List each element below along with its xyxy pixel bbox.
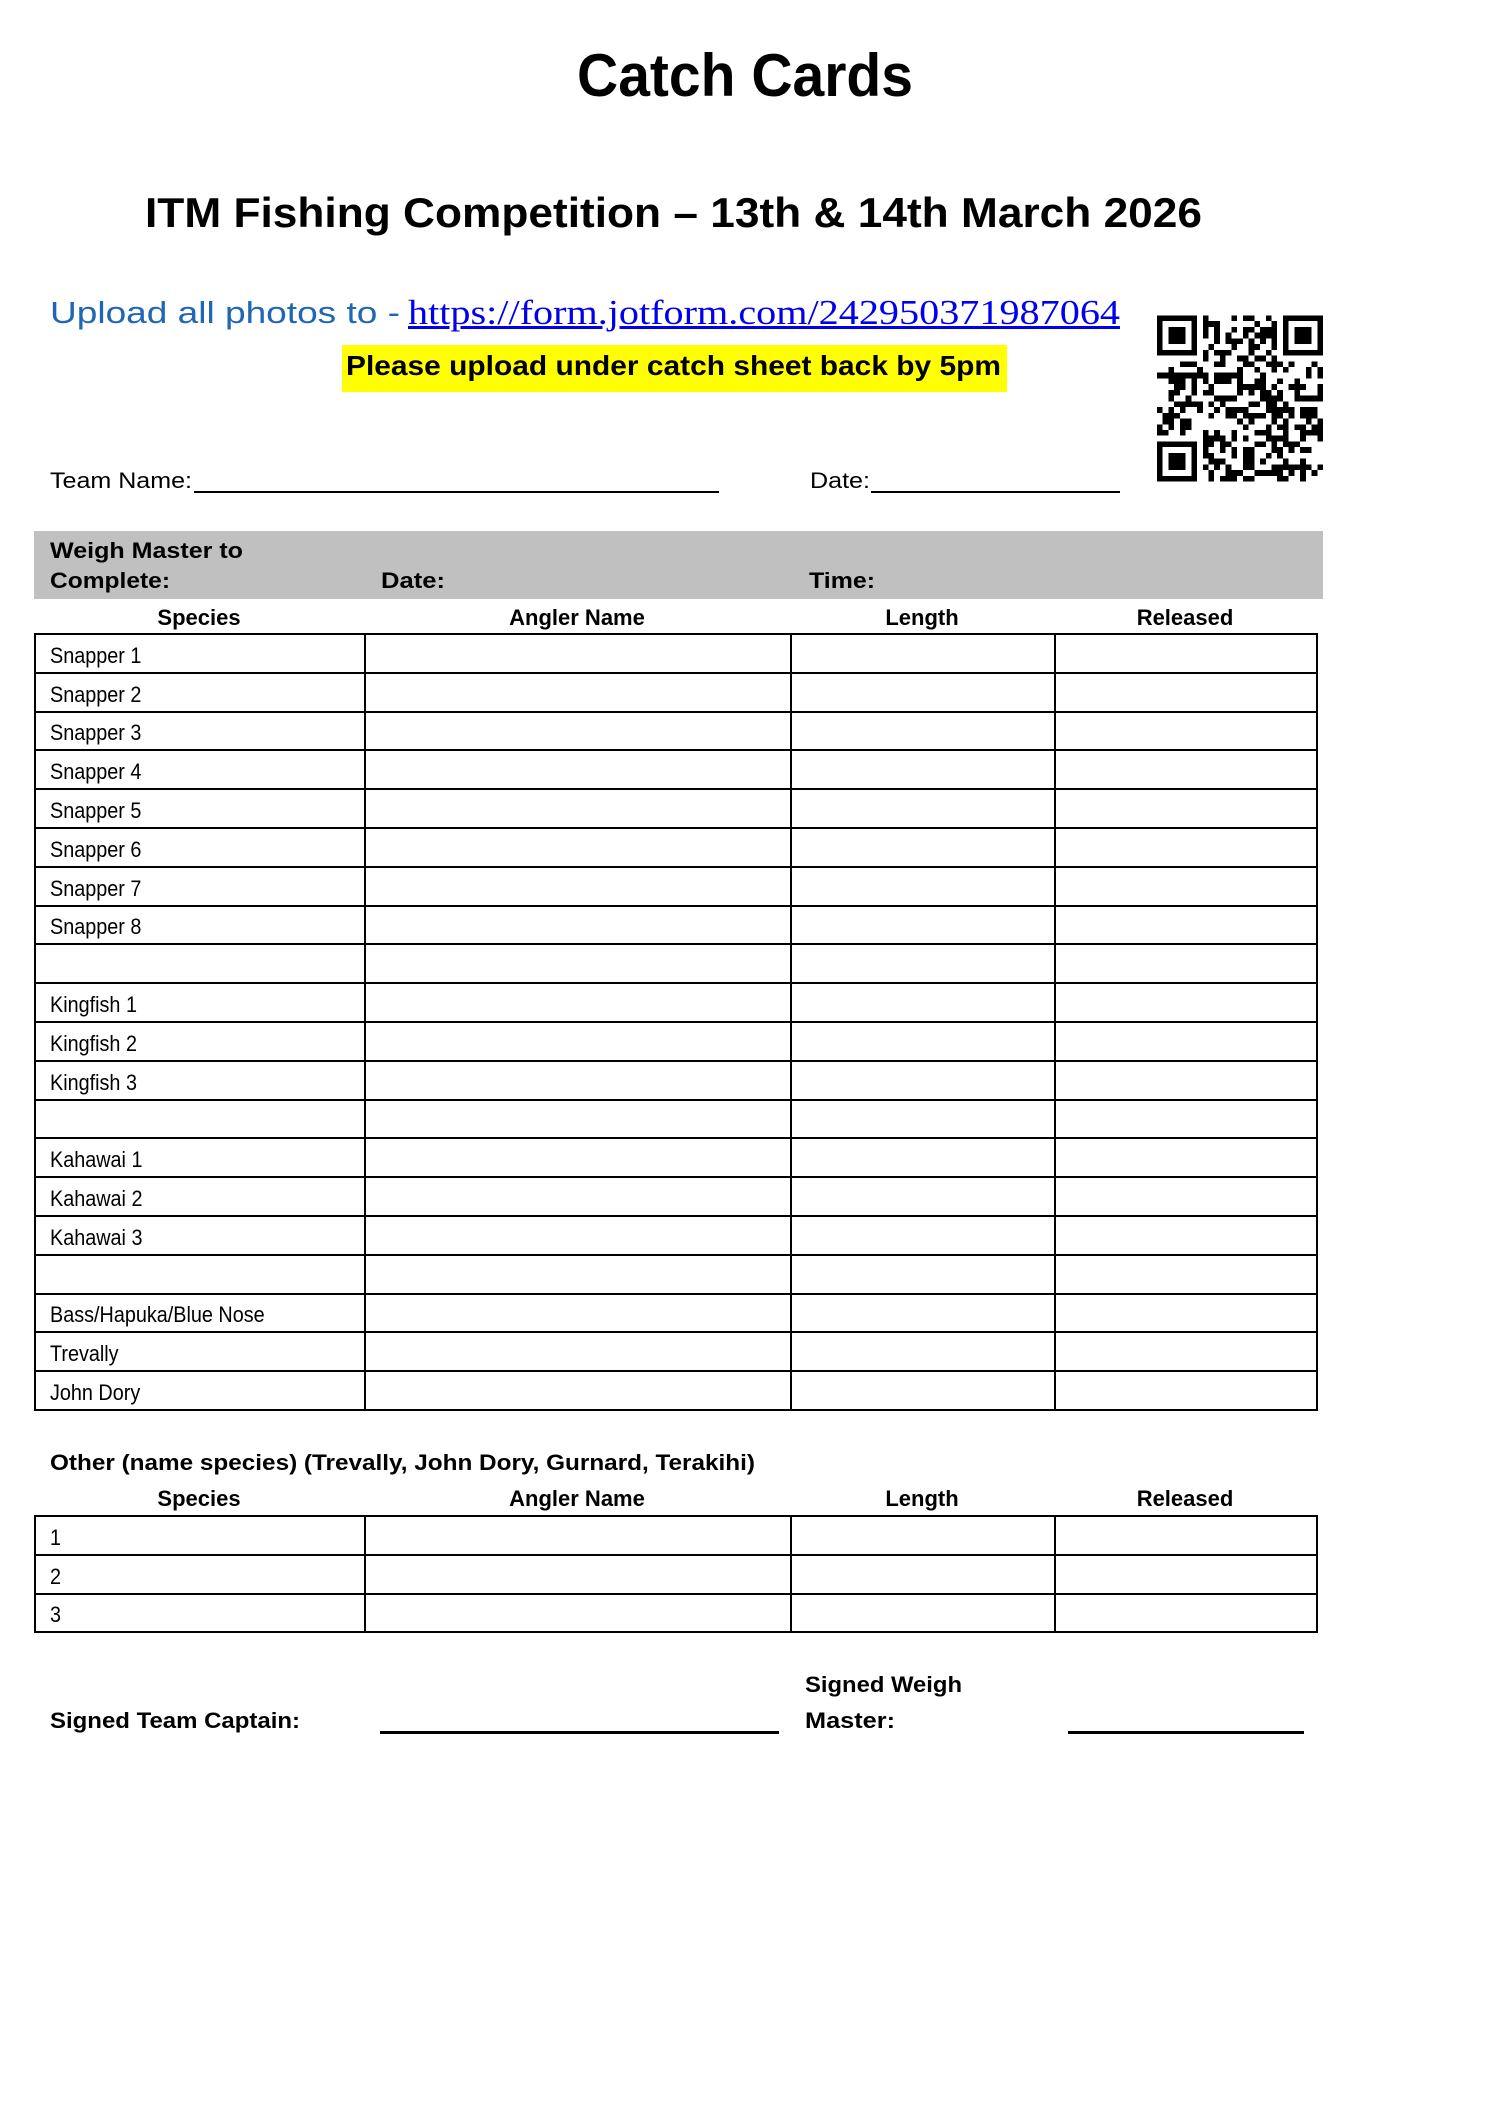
qr-code-icon[interactable] <box>1157 315 1323 482</box>
released-cell[interactable] <box>1055 944 1317 983</box>
released-cell[interactable] <box>1055 1255 1317 1294</box>
other-table-row <box>35 1594 1317 1633</box>
species-cell <box>35 673 365 712</box>
length-cell[interactable] <box>791 1177 1055 1216</box>
date-field[interactable] <box>871 491 1120 493</box>
weigh-master-time-label: Time: <box>809 568 875 593</box>
species-cell-text: 2 <box>50 1563 62 1589</box>
catch-table-row <box>35 673 1317 712</box>
species-cell <box>35 1216 365 1255</box>
species-cell <box>35 1371 365 1410</box>
catch-table-row <box>35 1022 1317 1061</box>
angler-name-cell[interactable] <box>365 789 791 828</box>
other-species-table <box>34 1515 1318 1633</box>
catch-table-row <box>35 1177 1317 1216</box>
released-cell[interactable] <box>1055 1594 1317 1633</box>
released-cell[interactable] <box>1055 789 1317 828</box>
species-cell <box>35 983 365 1022</box>
species-cell <box>35 828 365 867</box>
species-cell <box>35 1255 365 1294</box>
angler-name-cell[interactable] <box>365 1138 791 1177</box>
species-cell-text: Snapper 4 <box>50 759 142 785</box>
weigh-master-date-label: Date: <box>381 568 445 593</box>
column-header-species: Species <box>157 605 241 630</box>
angler-name-cell[interactable] <box>365 1216 791 1255</box>
species-cell <box>35 1177 365 1216</box>
catch-table-row <box>35 634 1317 673</box>
catch-table-row <box>35 1138 1317 1177</box>
released-cell[interactable] <box>1055 750 1317 789</box>
catch-table-row <box>35 1061 1317 1100</box>
species-cell-text: Snapper 5 <box>50 797 142 823</box>
released-cell[interactable] <box>1055 906 1317 945</box>
team-name-field[interactable] <box>194 491 719 493</box>
angler-name-cell[interactable] <box>365 983 791 1022</box>
species-cell <box>35 1516 365 1555</box>
species-cell-text: Kingfish 1 <box>50 991 137 1017</box>
catch-table-row <box>35 1216 1317 1255</box>
angler-name-cell[interactable] <box>365 867 791 906</box>
catch-table-row <box>35 828 1317 867</box>
page-title: Catch Cards <box>577 42 913 109</box>
catch-table-row <box>35 1294 1317 1333</box>
length-cell[interactable] <box>791 1371 1055 1410</box>
length-cell[interactable] <box>791 1294 1055 1333</box>
length-cell[interactable] <box>791 750 1055 789</box>
weigh-master-signature-label-line1: Signed Weigh <box>805 1672 962 1697</box>
other-column-header-species: Species <box>157 1486 241 1511</box>
length-cell[interactable] <box>791 673 1055 712</box>
released-cell[interactable] <box>1055 867 1317 906</box>
length-cell[interactable] <box>791 1555 1055 1594</box>
weigh-master-signature-field[interactable] <box>1068 1731 1304 1734</box>
angler-name-cell[interactable] <box>365 1516 791 1555</box>
species-cell-text: John Dory <box>50 1379 141 1405</box>
catch-table-row <box>35 1100 1317 1139</box>
angler-name-cell[interactable] <box>365 1255 791 1294</box>
species-cell <box>35 1594 365 1633</box>
species-cell-text: Snapper 7 <box>50 875 142 901</box>
released-cell[interactable] <box>1055 1516 1317 1555</box>
length-cell[interactable] <box>791 1061 1055 1100</box>
catch-table-row <box>35 789 1317 828</box>
released-cell[interactable] <box>1055 1138 1317 1177</box>
species-cell-text: Kahawai 3 <box>50 1224 143 1250</box>
weigh-master-label-line1: Weigh Master to <box>50 538 243 563</box>
length-cell[interactable] <box>791 828 1055 867</box>
catch-table-row <box>35 1332 1317 1371</box>
species-cell <box>35 1332 365 1371</box>
other-column-header-released: Released <box>1136 1486 1234 1511</box>
species-cell <box>35 750 365 789</box>
species-cell-text: Snapper 3 <box>50 720 142 746</box>
species-cell <box>35 789 365 828</box>
length-cell[interactable] <box>791 1100 1055 1139</box>
species-cell-text: Snapper 6 <box>50 836 142 862</box>
species-cell <box>35 634 365 673</box>
catch-table-row <box>35 712 1317 751</box>
length-cell[interactable] <box>791 1594 1055 1633</box>
angler-name-cell[interactable] <box>365 750 791 789</box>
angler-name-cell[interactable] <box>365 673 791 712</box>
catch-table-row <box>35 1371 1317 1410</box>
other-species-label: Other (name species) (Trevally, John Dory, Gurnard, Terakihi) <box>50 1450 755 1475</box>
species-cell-text: Snapper 1 <box>50 642 142 668</box>
qr-code-icon-graphic <box>1157 315 1323 482</box>
angler-name-cell[interactable] <box>365 1332 791 1371</box>
species-cell <box>35 1555 365 1594</box>
species-cell-text: Kahawai 2 <box>50 1185 143 1211</box>
species-cell <box>35 1061 365 1100</box>
column-header-angler-name: Angler Name <box>509 605 645 630</box>
length-cell[interactable] <box>791 944 1055 983</box>
catch-table-row <box>35 944 1317 983</box>
species-cell <box>35 1100 365 1139</box>
upload-instructions <box>50 293 1130 337</box>
jotform-link[interactable]: https://form.jotform.com/242950371987064 <box>408 293 1120 332</box>
angler-name-cell[interactable] <box>365 828 791 867</box>
species-cell-text: Bass/Hapuka/Blue Nose <box>50 1302 265 1328</box>
angler-name-cell[interactable] <box>365 712 791 751</box>
length-cell[interactable] <box>791 1516 1055 1555</box>
released-cell[interactable] <box>1055 1177 1317 1216</box>
team-name-label: Team Name: <box>50 468 192 493</box>
species-cell <box>35 944 365 983</box>
released-cell[interactable] <box>1055 1332 1317 1371</box>
length-cell[interactable] <box>791 1255 1055 1294</box>
angler-name-cell[interactable] <box>365 1061 791 1100</box>
species-cell <box>35 867 365 906</box>
angler-name-cell[interactable] <box>365 1594 791 1633</box>
species-cell-text: Trevally <box>50 1341 119 1367</box>
catch-table-row <box>35 867 1317 906</box>
competition-subtitle: ITM Fishing Competition – 13th & 14th March 2026 <box>145 189 1202 236</box>
angler-name-cell[interactable] <box>365 1022 791 1061</box>
catch-table-row <box>35 1255 1317 1294</box>
other-column-header-length: Length <box>885 1486 959 1511</box>
angler-name-cell[interactable] <box>365 1294 791 1333</box>
species-cell-text: 1 <box>50 1524 62 1550</box>
upload-label: Upload all photos to - <box>50 295 400 330</box>
released-cell[interactable] <box>1055 1022 1317 1061</box>
length-cell[interactable] <box>791 789 1055 828</box>
other-table-row <box>35 1516 1317 1555</box>
species-cell <box>35 1138 365 1177</box>
length-cell[interactable] <box>791 712 1055 751</box>
weigh-master-label-line2: Complete: <box>50 568 170 593</box>
length-cell[interactable] <box>791 1138 1055 1177</box>
length-cell[interactable] <box>791 906 1055 945</box>
released-cell[interactable] <box>1055 1371 1317 1410</box>
angler-name-cell[interactable] <box>365 1100 791 1139</box>
released-cell[interactable] <box>1055 712 1317 751</box>
length-cell[interactable] <box>791 1332 1055 1371</box>
team-captain-signature-label: Signed Team Captain: <box>50 1708 300 1733</box>
length-cell[interactable] <box>791 867 1055 906</box>
species-cell-text: Snapper 8 <box>50 914 142 940</box>
species-cell <box>35 906 365 945</box>
angler-name-cell[interactable] <box>365 1555 791 1594</box>
released-cell[interactable] <box>1055 828 1317 867</box>
released-cell[interactable] <box>1055 1061 1317 1100</box>
column-header-released: Released <box>1136 605 1234 630</box>
date-label: Date: <box>810 468 870 493</box>
released-cell[interactable] <box>1055 673 1317 712</box>
released-cell[interactable] <box>1055 1294 1317 1333</box>
length-cell[interactable] <box>791 1022 1055 1061</box>
length-cell[interactable] <box>791 1216 1055 1255</box>
angler-name-cell[interactable] <box>365 634 791 673</box>
angler-name-cell[interactable] <box>365 1371 791 1410</box>
released-cell[interactable] <box>1055 634 1317 673</box>
released-cell[interactable] <box>1055 1100 1317 1139</box>
angler-name-cell[interactable] <box>365 944 791 983</box>
weigh-master-signature-label-line2: Master: <box>805 1708 895 1733</box>
released-cell[interactable] <box>1055 983 1317 1022</box>
species-cell-text: Kingfish 3 <box>50 1069 137 1095</box>
catch-table-row <box>35 983 1317 1022</box>
upload-deadline-notice: Please upload under catch sheet back by 5pm <box>346 350 1001 381</box>
length-cell[interactable] <box>791 634 1055 673</box>
catch-table-row <box>35 750 1317 789</box>
species-cell-text: 3 <box>50 1602 62 1628</box>
catch-table-row <box>35 906 1317 945</box>
species-cell-text: Kingfish 2 <box>50 1030 137 1056</box>
other-column-header-angler-name: Angler Name <box>509 1486 645 1511</box>
catch-table <box>34 633 1318 1411</box>
angler-name-cell[interactable] <box>365 1177 791 1216</box>
species-cell-text: Snapper 2 <box>50 681 142 707</box>
released-cell[interactable] <box>1055 1216 1317 1255</box>
released-cell[interactable] <box>1055 1555 1317 1594</box>
column-header-length: Length <box>885 605 959 630</box>
species-cell <box>35 1294 365 1333</box>
other-table-row <box>35 1555 1317 1594</box>
team-captain-signature-field[interactable] <box>380 1731 779 1734</box>
length-cell[interactable] <box>791 983 1055 1022</box>
species-cell <box>35 1022 365 1061</box>
species-cell-text: Kahawai 1 <box>50 1147 143 1173</box>
angler-name-cell[interactable] <box>365 906 791 945</box>
species-cell <box>35 712 365 751</box>
